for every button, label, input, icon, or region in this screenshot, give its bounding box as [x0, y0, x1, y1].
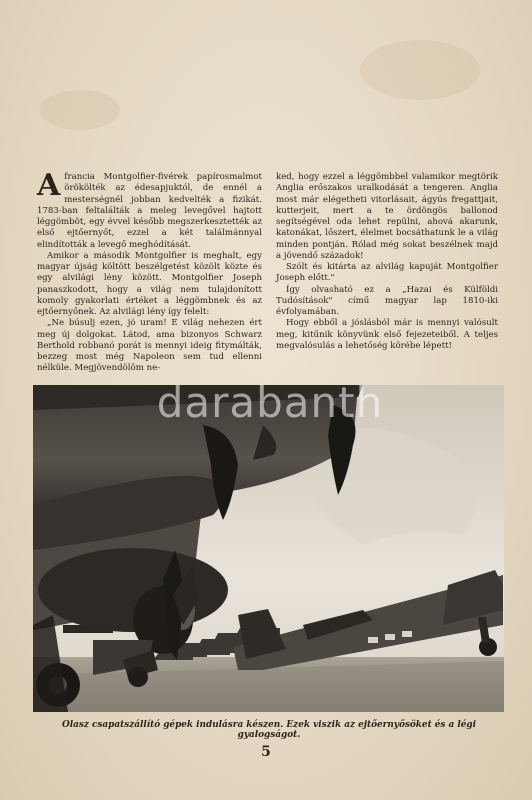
- aircraft-photo-illustration: [33, 385, 504, 712]
- paper-stain: [40, 90, 120, 130]
- paragraph: Amikor a második Montgolfier is meghalt, egy magyar újság költött beszélgetést közölt közte és egy alvilági lény között. Montgolfier Joseph panaszkodott, hogy a világ nem tulajdonított komoly gyakorlati értéket a léggömbnek és az ejtőernyőnek. Az alvilági lény így felelt:: [37, 250, 262, 317]
- drop-cap: A: [37, 168, 61, 203]
- paragraph: „Ne búsulj ezen, jó uram! E világ nehezen ért meg új dolgokat. Látod, ama bizonyos Schwarz Berthold robbanó porát is mennyi ideig fitymálták, bezzeg most még Napoleon sem tud ellenni nélküle. Megjövendölöm ne-: [37, 318, 262, 374]
- paper-stain: [360, 40, 480, 100]
- page-number: 5: [261, 744, 271, 760]
- text-column-left: [37, 168, 262, 375]
- paragraph: Szólt és kitárta az alvilág kapuját Montgolfier Joseph előtt.": [276, 262, 498, 284]
- paragraph: Afrancia Montgolfier-fivérek papírosmalmot örökölték az édesapjuktól, de ennél a mesterségnél jobban kedvelték a fizikát. 1783-ban feltalálták a meleg levegővel hajtott léggömböt, egy évvel később megszerkesztették az első ejtőernyőt, ezzel a két találmánnyal elindították a levegő meghódítását.: [37, 168, 262, 250]
- paragraph: Így olvasható ez a „Hazai és Külföldi Tudósítások" című magyar lap 1810-iki évfolyamában.: [276, 284, 498, 317]
- watermark: darabanth: [156, 378, 384, 427]
- paragraph: ked, hogy ezzel a léggömbbel valamikor megtörik Anglia erőszakos uralkodását a tengeren. Anglia most már elégetheti vitorlásait, ágyús fregattjait, kutterjeit, mert a te ördöngös ballonod segítségével oda lehet repülni, ahová akarunk, katonákat, lőszert, élelmet bocsáthatunk le a világ minden pontján. Rólad még sokat beszélnek majd a jövendő századok!: [276, 172, 498, 261]
- photo-caption: Olasz csapatszállító gépek indulásra készen. Ezek viszik az ejtőernyősöket és a légi gyalogságot.: [62, 720, 476, 740]
- text-column-right: [276, 172, 498, 352]
- aircraft-photo: [33, 385, 504, 712]
- paragraph: Hogy ebből a jóslásból már is mennyi valósult meg, kitűnik könyvünk első fejezeteiből. A teljes megvalósulás a lehetőség körébe lépett!: [276, 318, 498, 351]
